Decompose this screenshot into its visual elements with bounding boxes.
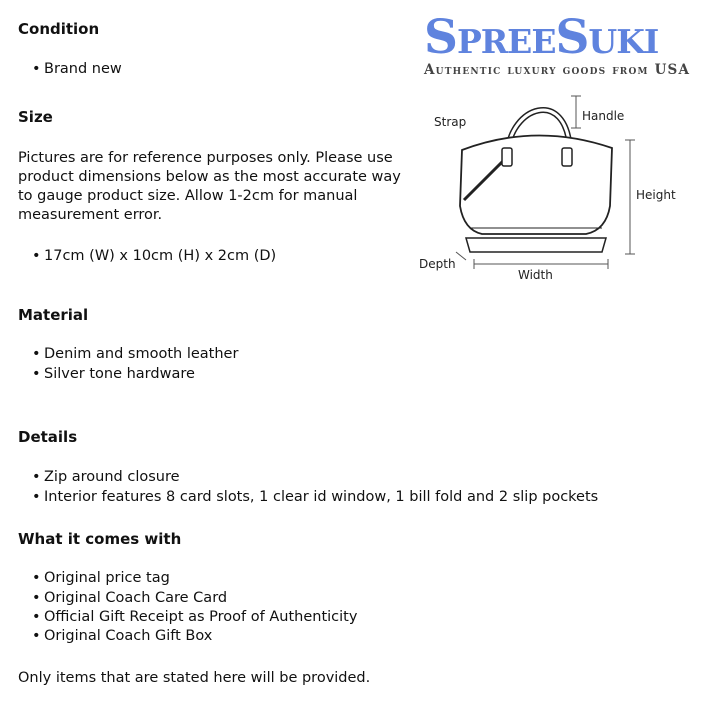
- comes-with-item: • Original Coach Gift Box: [44, 628, 212, 644]
- comes-with-item: • Original price tag: [44, 570, 170, 586]
- diagram-label-depth: Depth: [419, 257, 456, 271]
- comes-with-item: • Official Gift Receipt as Proof of Authenticity: [44, 609, 357, 625]
- details-item: • Zip around closure: [44, 469, 180, 485]
- diagram-label-width: Width: [518, 268, 553, 282]
- material-item: • Silver tone hardware: [44, 366, 195, 382]
- brand-logo-tagline: Authentic luxury goods from USA: [424, 62, 691, 78]
- brand-logo-name: SpreeSuki: [424, 10, 659, 65]
- condition-item: • Brand new: [44, 61, 122, 77]
- heading-condition: Condition: [18, 20, 100, 38]
- comes-with-item: • Original Coach Care Card: [44, 590, 227, 606]
- footer-note: Only items that are stated here will be provided.: [18, 670, 371, 686]
- material-item: • Denim and smooth leather: [44, 346, 238, 362]
- diagram-label-strap: Strap: [434, 115, 467, 129]
- bag-body-illustration: [460, 135, 612, 234]
- size-item: • 17cm (W) x 10cm (H) x 2cm (D): [44, 248, 276, 264]
- heading-what-it-comes-with: What it comes with: [18, 530, 182, 548]
- heading-material: Material: [18, 306, 89, 324]
- diagram-label-handle: Handle: [582, 109, 625, 123]
- heading-size: Size: [18, 108, 53, 126]
- heading-details: Details: [18, 428, 78, 446]
- size-paragraph: Pictures are for reference purposes only. Please use product dimensions below as the most accurate way to gauge product size. Allow 1-2cm for manual measurement error.: [18, 150, 401, 223]
- brand-logo: [424, 12, 716, 78]
- bag-dimension-diagram: [416, 88, 716, 288]
- details-item: • Interior features 8 card slots, 1 clear id window, 1 bill fold and 2 slip pockets: [44, 489, 598, 505]
- diagram-label-height: Height: [636, 188, 676, 202]
